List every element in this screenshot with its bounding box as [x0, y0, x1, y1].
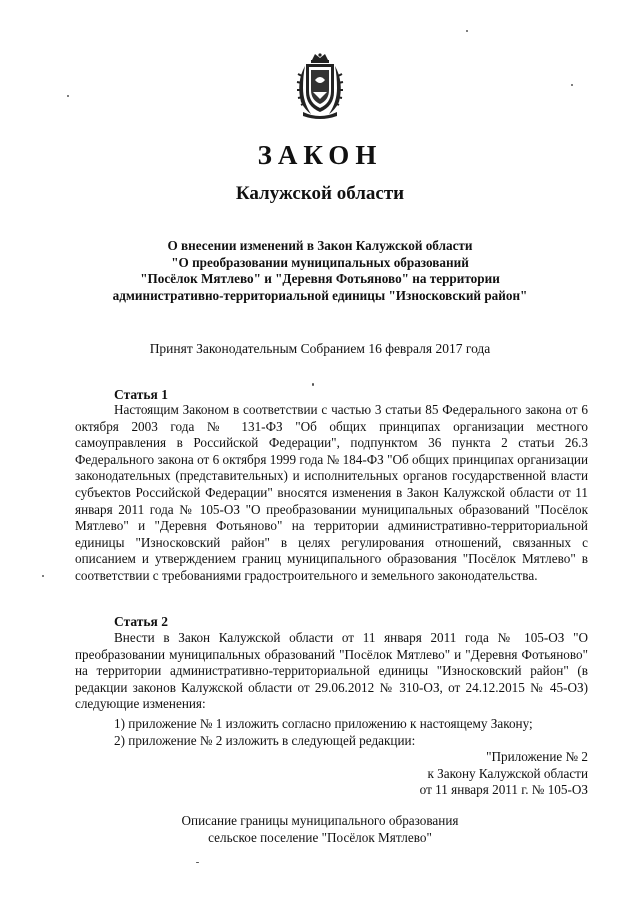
article-1-text: Настоящим Законом в соответствии с частью 3 статьи 85 Федерального закона от 6 октября 2003 года № 131-ФЗ "Об общих принципах организации местного самоуправления в Российской Федерации", подпунктом 36 пункта 2 статьи 26.3 Федерального закона от 6 октября 1999 года № 184-ФЗ "Об общих принципах организации законодательных (представительных) и исполнительных органов государственной власти субъектов Российской Федерации" вносятся изменения в Закон Калужской области от 11 января 2011 года № 105-ОЗ "О преобразовании муниципальных образований "Посёлок Мятлево" и "Деревня Фотьяново" на территории административно-территориальной единицы "Износковский район" в целях регулирования отношений, связанных с описанием и утверждением границ муниципального образования "Посёлок Мятлево" в соответствии с требованиями градостроительного и земельного законодательства. [75, 402, 588, 583]
article-1-heading: Статья 1 [114, 387, 168, 402]
scan-speck [466, 30, 468, 32]
scan-speck [196, 862, 199, 863]
subject-line: "О преобразовании муниципальных образований [171, 254, 469, 270]
list-item: 2) приложение № 2 изложить в следующей редакции: [114, 733, 416, 748]
description-line: Описание границы муниципального образования [181, 813, 459, 828]
region-name: Калужской области [235, 183, 405, 204]
appendix-line: от 11 января 2011 г. № 105-ОЗ [419, 782, 588, 798]
article-2-heading: Статья 2 [114, 614, 168, 629]
scan-speck [312, 383, 314, 386]
article-2-text: Внести в Закон Калужской области от 11 января 2011 года № 105-ОЗ "О преобразовании муниципальных образований "Посёлок Мятлево" и "Деревня Фотьяново" на территории административно-территориальной единицы "Износковский район" (в редакции законов Калужской области от 29.06.2012 № 310-ОЗ, от 24.12.2015 № 45-ОЗ) следующие изменения: [75, 630, 588, 712]
scan-speck [67, 95, 69, 97]
law-subject [60, 238, 580, 304]
subject-line: О внесении изменений в Закон Калужской области [167, 238, 473, 253]
adoption-line: Принят Законодательным Собранием 16 февраля 2017 года [149, 341, 491, 356]
boundary-description-title [0, 813, 640, 846]
coat-of-arms-emblem [293, 52, 347, 120]
description-line: сельское поселение "Посёлок Мятлево" [208, 829, 432, 845]
scan-speck [571, 84, 573, 86]
appendix-line: "Приложение № 2 [486, 749, 588, 764]
subject-line: "Посёлок Мятлево" и "Деревня Фотьяново" на территории [140, 271, 500, 286]
scan-speck [42, 575, 44, 577]
subject-line: административно-территориальной единицы "Износковский район" [112, 287, 528, 303]
appendix-reference [420, 749, 588, 799]
law-title: ЗАКОН [257, 140, 383, 170]
appendix-line: к Закону Калужской области [427, 765, 588, 781]
list-item: 1) приложение № 1 изложить согласно приложению к настоящему Закону; [114, 716, 533, 731]
